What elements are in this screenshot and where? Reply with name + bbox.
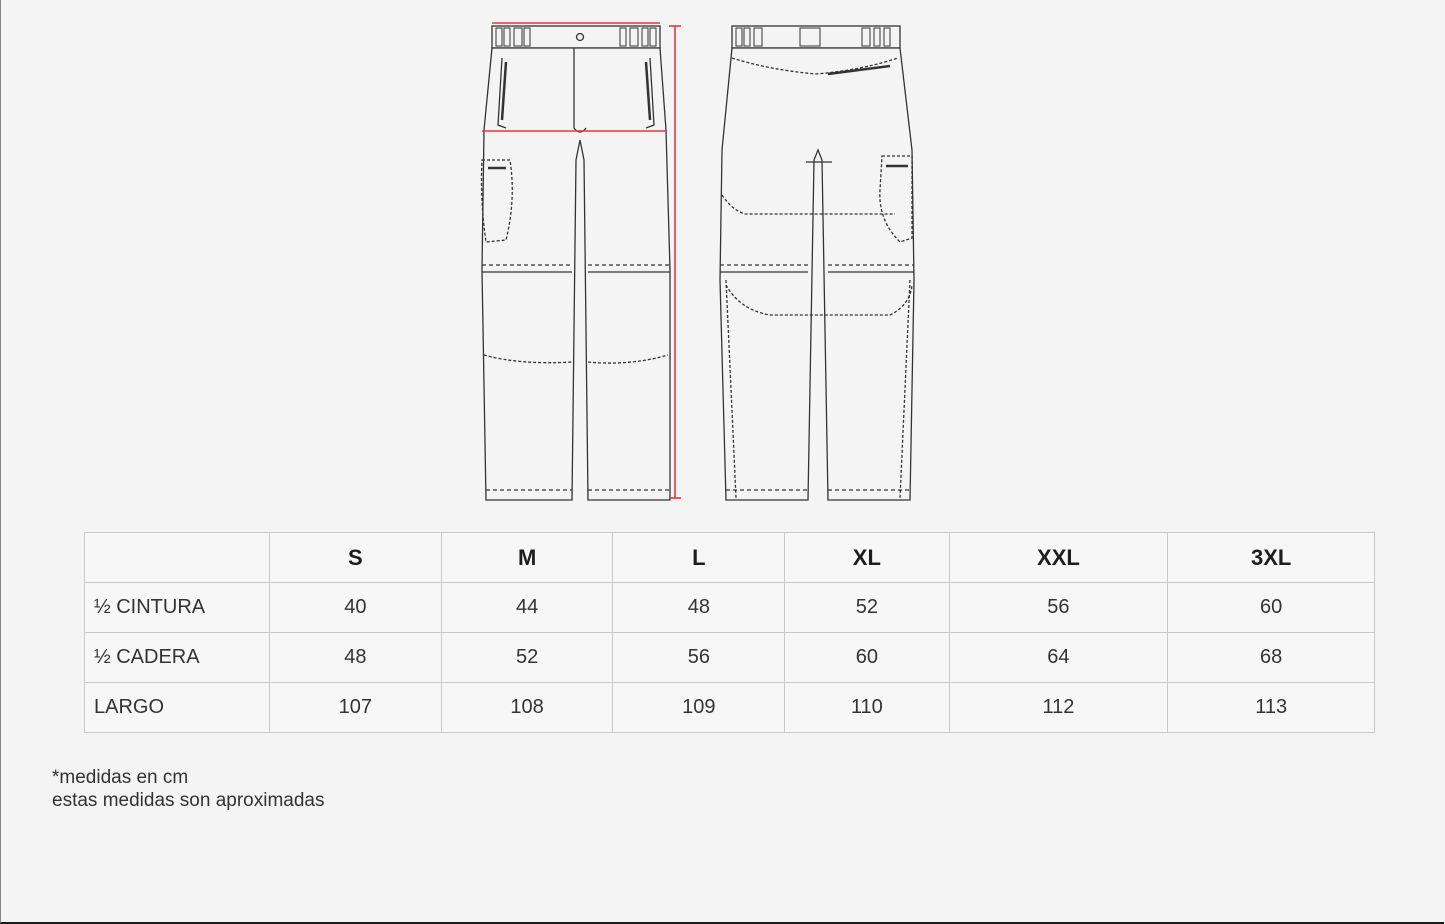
table-cell: 52 (785, 583, 949, 633)
size-header-3xl: 3XL (1168, 533, 1375, 583)
table-cell: 60 (785, 633, 949, 683)
table-row-cintura (85, 583, 1375, 633)
table-row-largo (85, 683, 1375, 733)
table-cell: 56 (949, 583, 1168, 633)
table-cell: 44 (441, 583, 613, 633)
table-row-cadera (85, 633, 1375, 683)
row-label-largo: LARGO (85, 683, 270, 733)
size-header-m: M (441, 533, 613, 583)
table-cell: 109 (613, 683, 785, 733)
table-cell: 110 (785, 683, 949, 733)
note-approximate: estas medidas son aproximadas (52, 790, 325, 811)
pants-back-view-icon (720, 26, 914, 500)
table-cell: 48 (270, 633, 442, 683)
size-header-row (85, 533, 1375, 583)
row-label-cintura: ½ CINTURA (85, 583, 270, 633)
table-cell: 48 (613, 583, 785, 633)
table-cell: 107 (270, 683, 442, 733)
pants-technical-drawing (470, 10, 940, 510)
size-header-s: S (270, 533, 442, 583)
table-cell: 60 (1168, 583, 1375, 633)
size-header-xl: XL (785, 533, 949, 583)
row-label-cadera: ½ CADERA (85, 633, 270, 683)
table-cell: 56 (613, 633, 785, 683)
size-table (84, 532, 1375, 733)
table-cell: 113 (1168, 683, 1375, 733)
size-header-xxl: XXL (949, 533, 1168, 583)
table-cell: 68 (1168, 633, 1375, 683)
table-cell: 64 (949, 633, 1168, 683)
table-cell: 52 (441, 633, 613, 683)
measurement-notes (52, 766, 324, 812)
table-cell: 40 (270, 583, 442, 633)
table-cell: 108 (441, 683, 613, 733)
note-units: *medidas en cm (52, 767, 189, 788)
table-corner-cell (85, 533, 270, 583)
table-cell: 112 (949, 683, 1168, 733)
pants-front-view-icon (482, 23, 682, 500)
size-header-l: L (613, 533, 785, 583)
